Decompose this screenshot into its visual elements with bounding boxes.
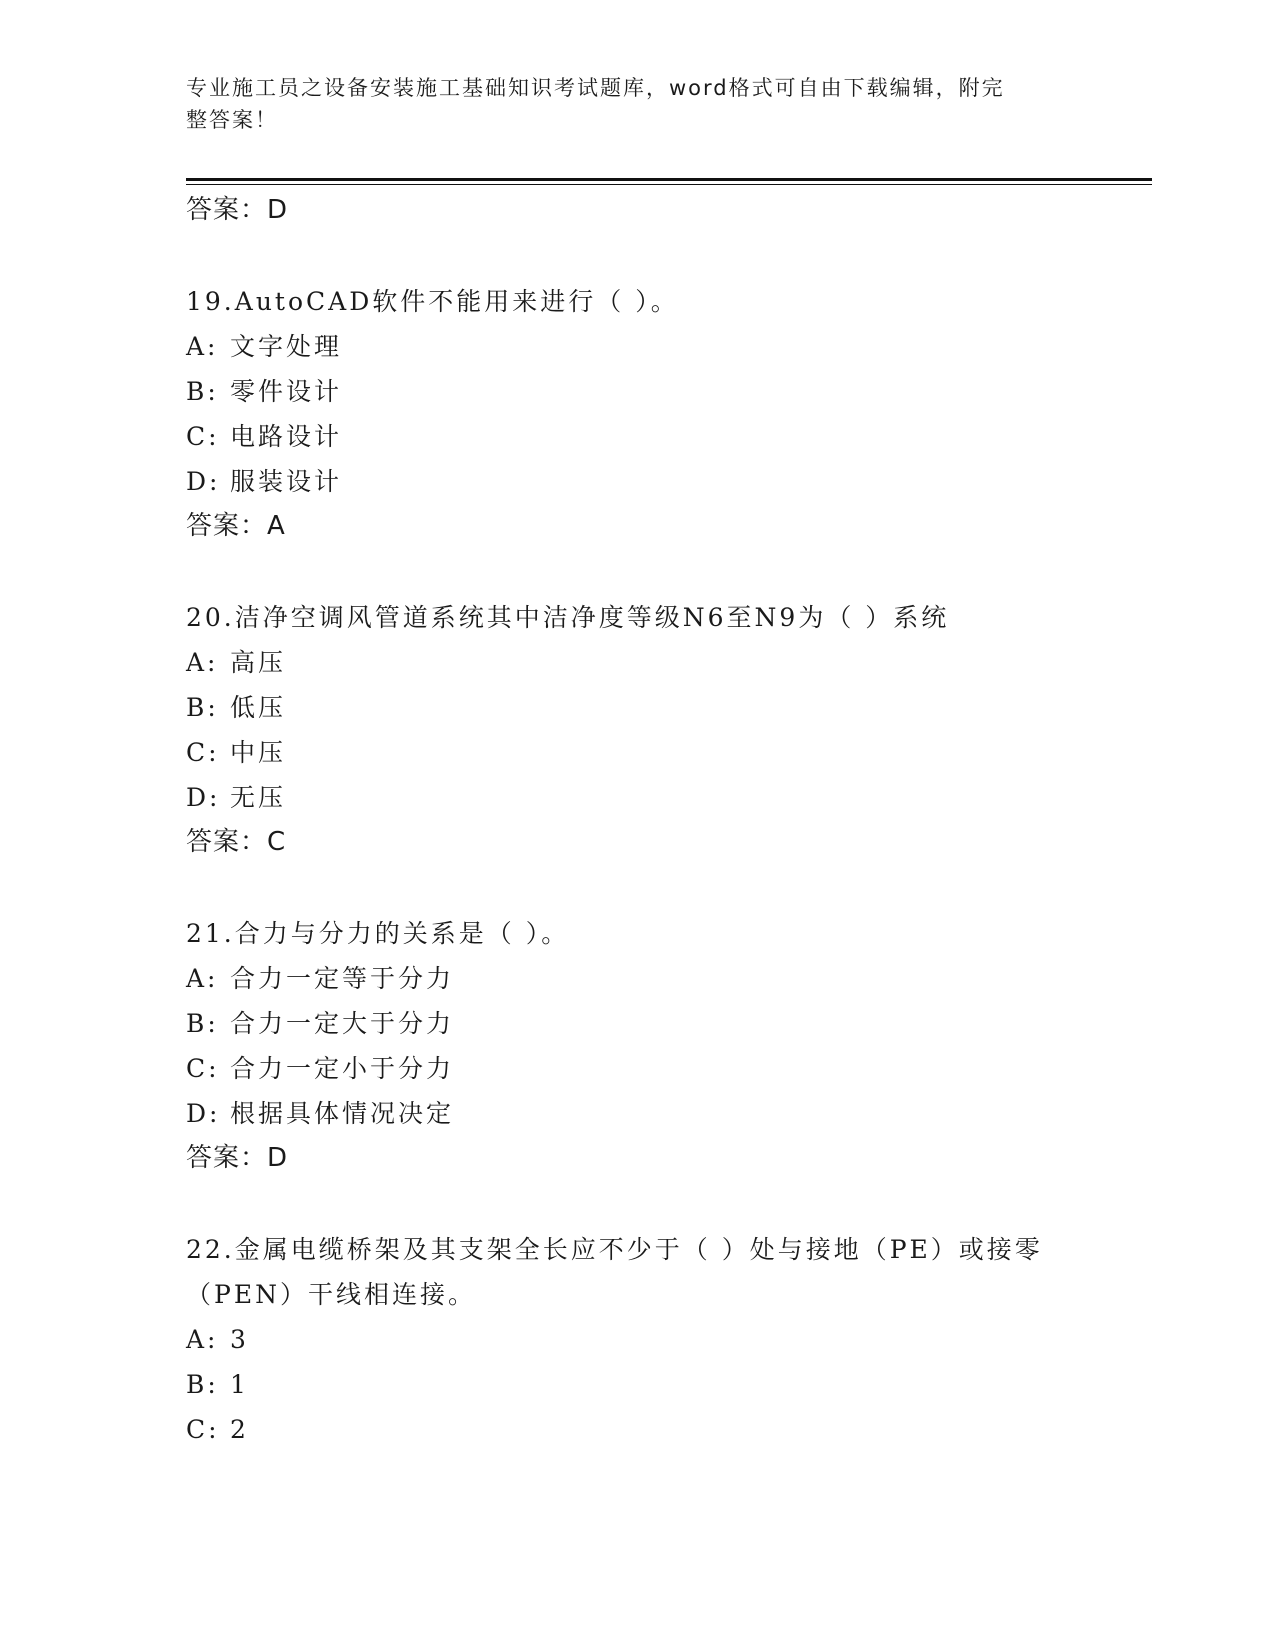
option-c: [186, 730, 1152, 775]
document-header: [186, 72, 1066, 136]
question-stem: 合力与分力的关系是（ ）。: [234, 919, 570, 948]
answer-value: C: [267, 827, 287, 857]
header-line-1: 专业施工员之设备安装施工基础知识考试题库，word格式可自由下载编辑，附完: [186, 76, 1005, 100]
option-letter: D:: [186, 1099, 221, 1128]
answer-line: [186, 188, 1152, 233]
option-letter: C:: [186, 1415, 220, 1444]
header-line-2: 整答案！: [186, 108, 278, 132]
option-letter: C:: [186, 1054, 220, 1083]
option-text: 合力一定大于分力: [230, 1009, 455, 1038]
option-d: [186, 775, 1152, 820]
question-block: [186, 595, 1152, 865]
answer-value: A: [267, 511, 286, 541]
option-b: [186, 1001, 1152, 1046]
option-a: [186, 956, 1152, 1001]
option-letter: B:: [186, 1009, 219, 1038]
question-number: 20.: [186, 603, 235, 632]
question-text: [186, 1227, 1152, 1317]
option-text: 零件设计: [230, 377, 343, 406]
option-text: 文字处理: [230, 332, 343, 361]
option-text: 中压: [230, 738, 287, 767]
option-text: 服装设计: [230, 467, 343, 496]
answer-label: 答案：: [186, 511, 268, 541]
question-number: 21.: [186, 919, 235, 948]
answer-value: D: [267, 195, 289, 225]
option-letter: C:: [186, 422, 220, 451]
option-d: [186, 459, 1152, 504]
question-stem: 金属电缆桥架及其支架全长应不少于（ ）处与接地（PE）或接零（PEN）干线相连接。: [186, 1235, 1043, 1309]
option-letter: C:: [186, 738, 220, 767]
header-divider-thick: [186, 178, 1152, 181]
option-a: [186, 1317, 1152, 1362]
question-block: [186, 279, 1152, 549]
option-letter: A:: [186, 648, 219, 677]
option-text: 高压: [230, 648, 287, 677]
option-letter: A:: [186, 1325, 219, 1354]
question-list: [186, 188, 1152, 1452]
answer-line: [186, 1136, 1152, 1181]
option-c: [186, 414, 1152, 459]
option-text: 合力一定小于分力: [230, 1054, 455, 1083]
option-letter: D:: [186, 783, 221, 812]
option-b: [186, 369, 1152, 414]
question-block: [186, 911, 1152, 1181]
option-letter: D:: [186, 467, 221, 496]
option-text: 根据具体情况决定: [230, 1099, 455, 1128]
question-number: 22.: [186, 1235, 235, 1264]
question-text: [186, 279, 1152, 324]
answer-line: [186, 504, 1152, 549]
option-d: [186, 1091, 1152, 1136]
answer-label: 答案：: [186, 827, 268, 857]
answer-line: [186, 820, 1152, 865]
option-a: [186, 640, 1152, 685]
option-b: [186, 685, 1152, 730]
answer-label: 答案：: [186, 1143, 268, 1173]
option-text: 电路设计: [230, 422, 343, 451]
option-text: 1: [230, 1370, 249, 1399]
option-text: 低压: [230, 693, 287, 722]
question-stem: AutoCAD软件不能用来进行（ ）。: [234, 287, 679, 316]
option-b: [186, 1362, 1152, 1407]
option-text: 2: [230, 1415, 249, 1444]
question-number: 19.: [186, 287, 235, 316]
question-stem: 洁净空调风管道系统其中洁净度等级N6至N9为（ ）系统: [234, 603, 950, 632]
option-a: [186, 324, 1152, 369]
option-text: 无压: [230, 783, 287, 812]
option-c: [186, 1407, 1152, 1452]
option-letter: B:: [186, 693, 219, 722]
option-text: 3: [230, 1325, 249, 1354]
question-text: [186, 595, 1152, 640]
option-letter: B:: [186, 1370, 219, 1399]
header-divider-thin: [186, 184, 1152, 185]
option-letter: A:: [186, 332, 219, 361]
answer-value: D: [267, 1143, 289, 1173]
option-c: [186, 1046, 1152, 1091]
question-block: [186, 1227, 1152, 1452]
option-letter: A:: [186, 964, 219, 993]
answer-label: 答案：: [186, 195, 268, 225]
question-text: [186, 911, 1152, 956]
option-letter: B:: [186, 377, 219, 406]
option-text: 合力一定等于分力: [230, 964, 455, 993]
